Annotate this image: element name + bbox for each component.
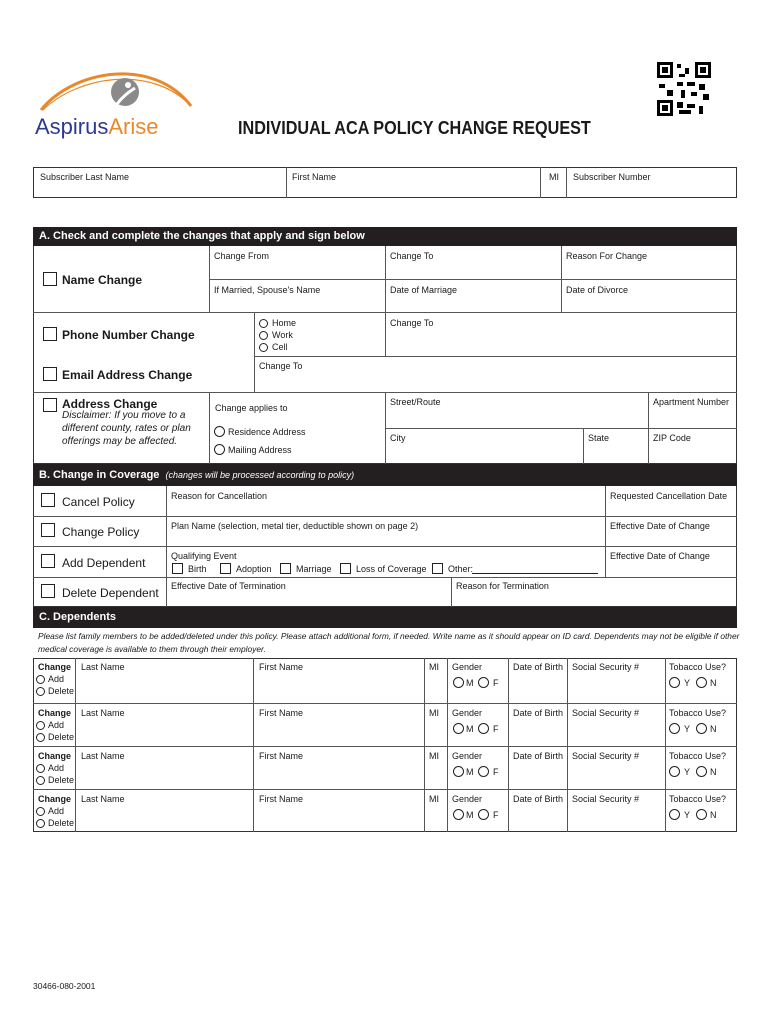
mi-label: MI bbox=[429, 662, 439, 672]
tobacco-use-label: Tobacco Use? bbox=[669, 794, 727, 804]
logo-text-aspirus: Aspirus bbox=[35, 114, 109, 139]
tobacco-y-radio[interactable] bbox=[669, 809, 680, 820]
date-of-birth-label: Date of Birth bbox=[513, 662, 564, 672]
tobacco-n-label: N bbox=[710, 767, 717, 777]
tobacco-y-radio[interactable] bbox=[669, 677, 680, 688]
tobacco-n-label: N bbox=[710, 724, 717, 734]
dependents-note-line-2: medical coverage is available to them through their employer. bbox=[38, 644, 266, 654]
add-radio[interactable] bbox=[36, 764, 45, 773]
first-name-label: First Name bbox=[259, 751, 304, 761]
address-change-checkbox[interactable] bbox=[43, 398, 57, 412]
cancel-policy-checkbox[interactable] bbox=[41, 493, 55, 507]
mi-label: MI bbox=[429, 708, 439, 718]
if-married-label: If Married, Spouse's Name bbox=[214, 285, 321, 295]
delete-dependent-checkbox[interactable] bbox=[41, 584, 55, 598]
date-of-birth-label: Date of Birth bbox=[513, 751, 564, 761]
gender-label: Gender bbox=[452, 751, 483, 761]
dependent-row-2 bbox=[33, 703, 737, 746]
change-label: Change bbox=[38, 751, 72, 761]
reason-for-change-label: Reason For Change bbox=[566, 251, 648, 261]
section-c-header bbox=[33, 607, 737, 628]
social-security-label: Social Security # bbox=[572, 794, 640, 804]
home-label: Home bbox=[272, 318, 297, 328]
tobacco-use-label: Tobacco Use? bbox=[669, 662, 727, 672]
residence-address-radio[interactable] bbox=[214, 426, 225, 437]
residence-address-label: Residence Address bbox=[228, 427, 306, 437]
adoption-label: Adoption bbox=[236, 564, 272, 574]
delete-label: Delete bbox=[48, 775, 75, 785]
qualifying-event-label: Qualifying Event bbox=[171, 551, 237, 561]
cell-radio[interactable] bbox=[259, 343, 268, 352]
birth-checkbox[interactable] bbox=[172, 563, 183, 574]
tobacco-n-label: N bbox=[710, 810, 717, 820]
add-radio[interactable] bbox=[36, 675, 45, 684]
address-change-label: Address Change bbox=[62, 397, 158, 411]
gender-m-label: M bbox=[466, 810, 474, 820]
delete-radio[interactable] bbox=[36, 819, 45, 828]
tobacco-n-radio[interactable] bbox=[696, 766, 707, 777]
first-name-label: First Name bbox=[259, 662, 304, 672]
zip-code-label: ZIP Code bbox=[653, 433, 691, 443]
social-security-label: Social Security # bbox=[572, 662, 640, 672]
gender-f-radio[interactable] bbox=[478, 723, 489, 734]
add-label: Add bbox=[48, 720, 65, 730]
disclaimer-line-1: Disclaimer: If you move to a bbox=[62, 410, 186, 421]
work-label: Work bbox=[272, 330, 293, 340]
other-checkbox[interactable] bbox=[432, 563, 443, 574]
gender-m-label: M bbox=[466, 767, 474, 777]
plan-name-label: Plan Name (selection, metal tier, deductible shown on page 2) bbox=[171, 521, 419, 531]
reason-for-cancellation-label: Reason for Cancellation bbox=[171, 491, 268, 501]
gender-f-label: F bbox=[493, 767, 499, 777]
tobacco-n-radio[interactable] bbox=[696, 723, 707, 734]
loss-of-coverage-label: Loss of Coverage bbox=[356, 564, 427, 574]
tobacco-y-label: Y bbox=[684, 810, 691, 820]
change-applies-to-label: Change applies to bbox=[215, 403, 288, 413]
gender-f-radio[interactable] bbox=[478, 809, 489, 820]
email-change-label: Email Address Change bbox=[62, 368, 193, 382]
page-title: INDIVIDUAL ACA POLICY CHANGE REQUEST bbox=[238, 118, 591, 138]
gender-label: Gender bbox=[452, 794, 483, 804]
gender-f-radio[interactable] bbox=[478, 766, 489, 777]
section-c-title: C. Dependents bbox=[39, 611, 117, 623]
marriage-checkbox[interactable] bbox=[280, 563, 291, 574]
gender-f-label: F bbox=[493, 724, 499, 734]
subscriber-first-name-label: First Name bbox=[292, 172, 337, 182]
date-of-divorce-label: Date of Divorce bbox=[566, 285, 629, 295]
add-dependent-checkbox[interactable] bbox=[41, 554, 55, 568]
gender-m-radio[interactable] bbox=[453, 809, 464, 820]
gender-label: Gender bbox=[452, 662, 483, 672]
gender-label: Gender bbox=[452, 708, 483, 718]
date-of-birth-label: Date of Birth bbox=[513, 708, 564, 718]
change-policy-label: Change Policy bbox=[62, 525, 140, 539]
marriage-label: Marriage bbox=[296, 564, 332, 574]
add-radio[interactable] bbox=[36, 807, 45, 816]
city-label: City bbox=[390, 433, 406, 443]
tobacco-y-label: Y bbox=[684, 678, 691, 688]
effective-date-of-change-label: Effective Date of Change bbox=[610, 521, 710, 531]
delete-radio[interactable] bbox=[36, 733, 45, 742]
disclaimer-line-3: offerings may be affected. bbox=[62, 436, 178, 447]
section-a-title: A. Check and complete the changes that apply and sign below bbox=[39, 230, 365, 242]
subscriber-number-label: Subscriber Number bbox=[573, 172, 651, 182]
mailing-address-radio[interactable] bbox=[214, 444, 225, 455]
effective-date-of-termination-label: Effective Date of Termination bbox=[171, 581, 286, 591]
birth-label: Birth bbox=[188, 564, 207, 574]
gender-m-label: M bbox=[466, 678, 474, 688]
last-name-label: Last Name bbox=[81, 751, 125, 761]
add-label: Add bbox=[48, 763, 65, 773]
delete-dependent-label: Delete Dependent bbox=[62, 586, 159, 600]
section-b-note: (changes will be processed according to policy) bbox=[165, 470, 355, 480]
other-input-line[interactable] bbox=[472, 573, 598, 574]
social-security-label: Social Security # bbox=[572, 751, 640, 761]
last-name-label: Last Name bbox=[81, 794, 125, 804]
disclaimer-line-2: different county, rates or plan bbox=[62, 423, 191, 434]
tobacco-use-label: Tobacco Use? bbox=[669, 708, 727, 718]
adoption-checkbox[interactable] bbox=[220, 563, 231, 574]
add-label: Add bbox=[48, 674, 65, 684]
subscriber-mi-label: MI bbox=[549, 172, 559, 182]
delete-label: Delete bbox=[48, 818, 75, 828]
subscriber-last-name-label: Subscriber Last Name bbox=[40, 172, 130, 182]
logo bbox=[33, 62, 203, 140]
email-change-checkbox[interactable] bbox=[43, 367, 57, 381]
mailing-address-label: Mailing Address bbox=[228, 445, 292, 455]
form-number: 30466-080-2001 bbox=[33, 981, 96, 991]
add-radio[interactable] bbox=[36, 721, 45, 730]
requested-cancellation-date-label: Requested Cancellation Date bbox=[610, 491, 728, 501]
section-b-header bbox=[33, 464, 737, 486]
mi-label: MI bbox=[429, 751, 439, 761]
gender-m-radio[interactable] bbox=[453, 723, 464, 734]
home-radio[interactable] bbox=[259, 319, 268, 328]
phone-change-to-label: Change To bbox=[390, 318, 434, 328]
qr-code-icon bbox=[657, 62, 711, 116]
gender-m-radio[interactable] bbox=[453, 677, 464, 688]
dependent-row-3 bbox=[33, 746, 737, 789]
delete-label: Delete bbox=[48, 686, 75, 696]
tobacco-y-radio[interactable] bbox=[669, 723, 680, 734]
mi-label: MI bbox=[429, 794, 439, 804]
date-of-marriage-label: Date of Marriage bbox=[390, 285, 458, 295]
logo-text-arise: Arise bbox=[108, 114, 159, 139]
dependent-row-4 bbox=[33, 789, 737, 832]
apartment-number-label: Apartment Number bbox=[653, 397, 730, 407]
change-from-label: Change From bbox=[214, 251, 270, 261]
gender-f-label: F bbox=[493, 678, 499, 688]
section-b-title: B. Change in Coverage bbox=[39, 469, 160, 481]
tobacco-n-label: N bbox=[710, 678, 717, 688]
loss-of-coverage-checkbox[interactable] bbox=[340, 563, 351, 574]
gender-m-label: M bbox=[466, 724, 474, 734]
reason-for-termination-label: Reason for Termination bbox=[456, 581, 549, 591]
delete-radio[interactable] bbox=[36, 776, 45, 785]
gender-f-radio[interactable] bbox=[478, 677, 489, 688]
dependents-note-line-1: Please list family members to be added/deleted under this policy. Please attach additional form, if needed. Write name as it should appear on ID card. Dependents may not be eligible if other bbox=[38, 631, 740, 641]
email-change-to-label: Change To bbox=[259, 361, 303, 371]
tobacco-y-label: Y bbox=[684, 767, 691, 777]
delete-label: Delete bbox=[48, 732, 75, 742]
street-route-label: Street/Route bbox=[390, 397, 441, 407]
work-radio[interactable] bbox=[259, 331, 268, 340]
tobacco-y-label: Y bbox=[684, 724, 691, 734]
section-a-header bbox=[33, 227, 737, 246]
tobacco-use-label: Tobacco Use? bbox=[669, 751, 727, 761]
first-name-label: First Name bbox=[259, 708, 304, 718]
phone-change-checkbox[interactable] bbox=[43, 327, 57, 341]
change-to-label: Change To bbox=[390, 251, 434, 261]
change-label: Change bbox=[38, 794, 72, 804]
change-label: Change bbox=[38, 708, 72, 718]
cell-label: Cell bbox=[272, 342, 288, 352]
gender-f-label: F bbox=[493, 810, 499, 820]
last-name-label: Last Name bbox=[81, 708, 125, 718]
tobacco-n-radio[interactable] bbox=[696, 809, 707, 820]
add-dependent-label: Add Dependent bbox=[62, 556, 146, 570]
delete-radio[interactable] bbox=[36, 687, 45, 696]
add-label: Add bbox=[48, 806, 65, 816]
dependent-row-1 bbox=[33, 658, 737, 703]
change-policy-checkbox[interactable] bbox=[41, 523, 55, 537]
tobacco-y-radio[interactable] bbox=[669, 766, 680, 777]
gender-m-radio[interactable] bbox=[453, 766, 464, 777]
last-name-label: Last Name bbox=[81, 662, 125, 672]
change-label: Change bbox=[38, 662, 72, 672]
cancel-policy-label: Cancel Policy bbox=[62, 495, 135, 509]
date-of-birth-label: Date of Birth bbox=[513, 794, 564, 804]
social-security-label: Social Security # bbox=[572, 708, 640, 718]
tobacco-n-radio[interactable] bbox=[696, 677, 707, 688]
state-label: State bbox=[588, 433, 610, 443]
effective-date-of-change-2-label: Effective Date of Change bbox=[610, 551, 710, 561]
first-name-label: First Name bbox=[259, 794, 304, 804]
other-label: Other: bbox=[448, 564, 474, 574]
phone-change-label: Phone Number Change bbox=[62, 328, 195, 342]
name-change-checkbox[interactable] bbox=[43, 272, 57, 286]
name-change-label: Name Change bbox=[62, 273, 143, 287]
